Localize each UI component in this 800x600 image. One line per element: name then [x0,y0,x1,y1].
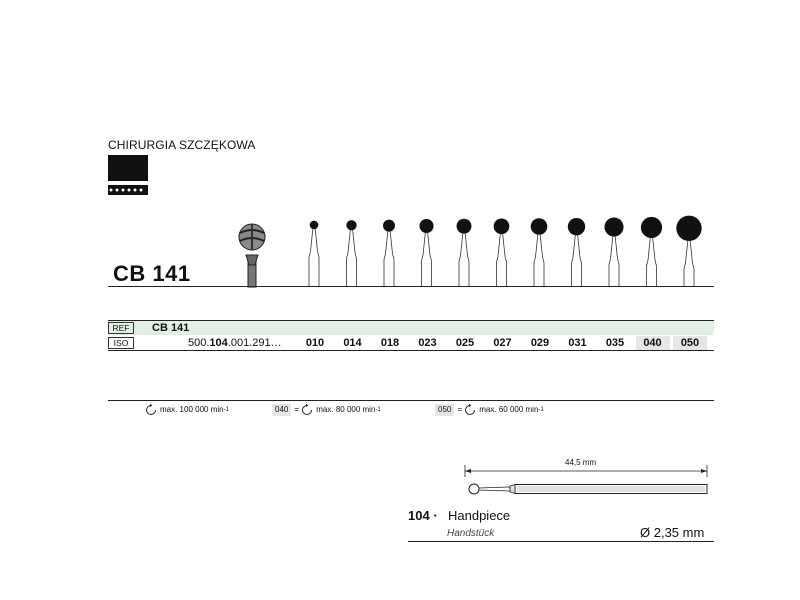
bur-outline-031 [568,218,585,287]
bur-outline-050 [676,216,701,287]
iso-size-014: 014 [343,337,362,349]
iso-size-050: 050 [673,336,707,350]
iso-size-025: 025 [455,337,475,349]
bur-outline-010 [309,221,319,287]
bur-outline-040 [641,217,662,287]
jaw-surgery-icon [108,155,148,195]
shank-length-label: 44,5 mm [565,458,597,467]
shank-code: 104 · [408,508,438,523]
iso-size-035: 035 [605,337,625,349]
iso-size-018: 018 [380,337,400,349]
shank-name: Handpiece [448,508,511,523]
bur-outline-014 [346,220,356,287]
bur-outline-025 [457,219,472,287]
iso-size-031: 031 [568,337,587,349]
iso-size-029: 029 [530,337,550,349]
ref-value: CB 141 [152,322,190,334]
rotation-icon [464,404,476,416]
speed-limit-default: max. 100 000 min -1 [145,404,229,416]
bur-size-illustrations [230,205,715,295]
rotation-icon [301,404,313,416]
divider [108,286,714,287]
shank-diameter: Ø 2,35 mm [640,525,705,540]
ref-row [108,320,714,335]
divider [108,400,714,401]
bur-photo [239,224,265,287]
bur-outline-018 [383,220,395,287]
bur-outline-027 [494,218,510,287]
iso-size-027: 027 [493,337,512,349]
bur-outline-035 [604,217,623,287]
iso-size-023: 023 [418,337,437,349]
category-title: CHIRURGIA SZCZĘKOWA [108,138,256,152]
iso-prefix: 500.104.001.291… [188,337,282,349]
product-code: CB 141 [113,261,191,286]
speed-limit-050: 050 = max. 60 000 min -1 [435,404,544,416]
bur-outline-023 [419,219,433,287]
shank-subtitle: Handstück [447,528,495,539]
divider [408,541,714,542]
speed-limit-040: 040 = max. 80 000 min -1 [272,404,381,416]
ref-tag: REF [108,322,134,334]
iso-size-040: 040 [636,336,670,350]
bur-outline-029 [531,218,548,287]
iso-tag: ISO [108,337,134,349]
rotation-icon [145,404,157,416]
iso-size-010: 010 [305,337,325,349]
iso-row [108,336,714,351]
